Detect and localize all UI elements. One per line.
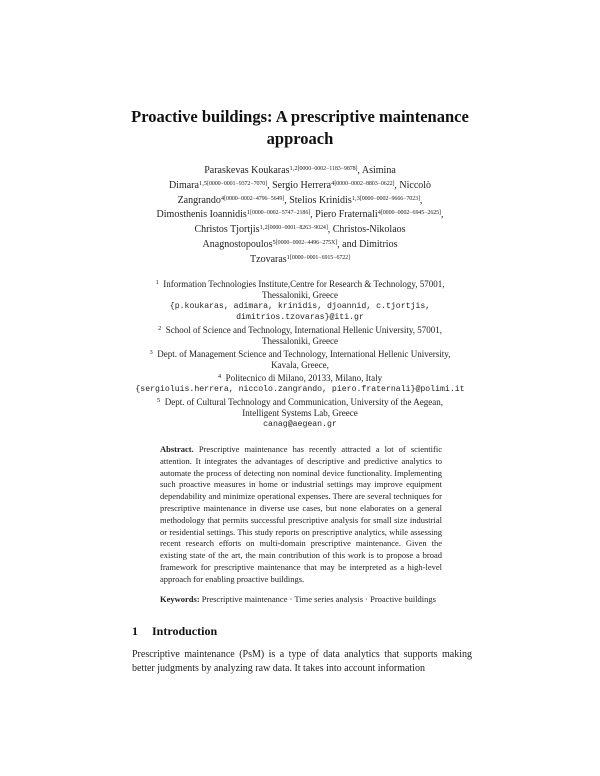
author-separator: , [357, 165, 362, 176]
author-orcid: [0000−0002−8803−0622] [334, 180, 395, 187]
affiliation [132, 279, 468, 323]
author-separator: , [310, 209, 316, 221]
author-name: Christos Tjortjis [194, 224, 260, 236]
affiliation-line [132, 373, 468, 384]
affiliation [132, 397, 468, 430]
author-orcid: [0000−0002−5747−2186] [250, 210, 311, 217]
author-name: Piero Fraternali [315, 209, 378, 221]
affiliation-number: 4 [217, 373, 222, 380]
author-affiliation-marker: 5 [272, 238, 276, 246]
author-name: Paraskevas Koukaras [204, 165, 290, 176]
affiliation [132, 373, 468, 395]
affiliation-line [132, 336, 468, 347]
affiliation-email: dimitrios.tzovaras}@iti.gr [236, 313, 364, 322]
section-number: 1 [132, 624, 138, 638]
author-name: Sergio Herrera [272, 179, 332, 191]
abstract-label: Abstract. [160, 444, 194, 454]
author-name: Christos-Nikolaos Anagnostopoulos [202, 224, 406, 250]
author-affiliation-marker: 4 [377, 209, 381, 217]
author [194, 224, 332, 235]
section-title: Introduction [152, 624, 218, 638]
affiliation-line [132, 360, 468, 371]
affiliation-text: Information Technologies Institute,Centre for Research & Technology, 57001, [163, 279, 445, 289]
author-separator: , and [337, 238, 360, 250]
author-affiliation-marker: 1,5 [198, 179, 208, 187]
affiliation-line [132, 325, 468, 336]
abstract-text: Prescriptive maintenance has recently attracted a lot of scientific attention. It integrates the advantages of descriptive and predictive analytics to automate the process of detecting non nominal device functionality. Implementing such proactive measures in home or industrial settings may improve equipment dependability and minimize operational expenses. There are several techniques for prescriptive maintenance in diverse use cases, but none elaborates on a general methodology that permits successful prescriptive analysis for small size industrial or residential settings. This study reports on prescriptive analytics, while assessing recent research efforts on multi-domain prescriptive maintenance. Given the existing state of the art, the main contribution of this work is to propose a broad framework for prescriptive maintenance that may be interpreted as a high-level approach for enabling proactive buildings. [160, 444, 442, 584]
author-list [155, 163, 445, 267]
author-affiliation-marker: 4 [220, 194, 225, 202]
affiliation [132, 325, 468, 347]
author-orcid: [0000−0002−6945−2625] [380, 210, 441, 217]
author-affiliation-marker: 1,2 [289, 165, 298, 172]
affiliation-text: Thessaloniki, Greece [262, 336, 338, 346]
affiliation-number: 2 [158, 325, 162, 332]
author [157, 209, 316, 220]
affiliation-line [132, 349, 468, 360]
author-name: Asimina Dimara [168, 165, 396, 191]
author-name: Dimosthenis Ioannidis [156, 209, 247, 221]
abstract [160, 444, 442, 586]
author-orcid: [0000−0002−9666−7023] [359, 195, 420, 202]
affiliation [132, 349, 468, 371]
affiliation-text: Thessaloniki, Greece [262, 290, 338, 300]
affiliation-line [132, 397, 468, 408]
affiliation-text: Dept. of Cultural Technology and Communication, University of the Aegean, [164, 397, 443, 407]
affiliation-number: 1 [155, 279, 159, 286]
keywords-text: Prescriptive maintenance · Time series analysis · Proactive buildings [201, 594, 436, 604]
author-separator: , [284, 194, 290, 206]
author-orcid: [0000−0001−8263−9024] [267, 225, 328, 232]
author-affiliation-marker: 4 [331, 179, 335, 187]
affiliation-email: canag@aegean.gr [263, 420, 337, 429]
affiliation-number: 3 [149, 349, 153, 356]
affiliation-line [132, 408, 468, 419]
author-orcid: [0000−0002−4796−5649] [224, 195, 285, 202]
author-separator: , [440, 209, 444, 221]
affiliation-email: {p.koukaras, adimara, krinidis, djoannid, c.tjortjis, [169, 302, 431, 311]
author-name: Niccolò Zangrando [177, 179, 432, 206]
author-affiliation-marker: 1 [286, 253, 290, 261]
author-separator: , [267, 179, 273, 191]
affiliation-text: Kavala, Greece, [271, 360, 329, 370]
affiliation-line [132, 279, 468, 290]
author [289, 195, 422, 206]
author [272, 180, 399, 191]
author [204, 165, 362, 176]
affiliation-email: {sergioluis.herrera, niccolo.zangrando, piero.fraternali}@polimi.it [135, 385, 465, 394]
section-heading [132, 624, 217, 639]
author-affiliation-marker: 1,2 [259, 224, 268, 232]
author-separator: , [394, 179, 400, 191]
keywords [160, 594, 442, 606]
affiliation-text: Dept. of Management Science and Technology, International Hellenic University, [157, 349, 451, 359]
affiliation-number: 5 [157, 397, 161, 404]
author-orcid: [0000−0001−6915−6722] [289, 254, 350, 261]
author-separator: , [327, 224, 333, 236]
paper-title: Proactive buildings: A prescriptive maintenance approach [131, 107, 469, 148]
author-affiliation-marker: 1 [246, 209, 251, 217]
affiliation-text: Intelligent Systems Lab, Greece [242, 408, 358, 418]
author-orcid: [0000−0002−4496−275X] [275, 239, 338, 246]
author [315, 209, 443, 220]
author-orcid: [0000−0001−9372−7070] [207, 180, 268, 187]
author-name: Dimitrios Tzovaras [250, 238, 398, 265]
intro-paragraph: Prescriptive maintenance (PsM) is a type of data analytics that supports making better judgments by analyzing raw data. It takes into account information [132, 649, 472, 674]
author-affiliation-marker: 1,3 [351, 194, 360, 202]
affiliation-text: Politecnico di Milano, 20133, Milano, Italy [225, 373, 383, 383]
affiliation-line [132, 290, 468, 301]
keywords-label: Keywords: [160, 594, 200, 604]
affiliation-text: School of Science and Technology, International Hellenic University, 57001, [165, 325, 442, 335]
author-name: Stelios Krinidis [289, 194, 352, 206]
author-orcid: [0000−0002−1183−9878] [297, 166, 358, 172]
author-separator: , [419, 194, 423, 206]
